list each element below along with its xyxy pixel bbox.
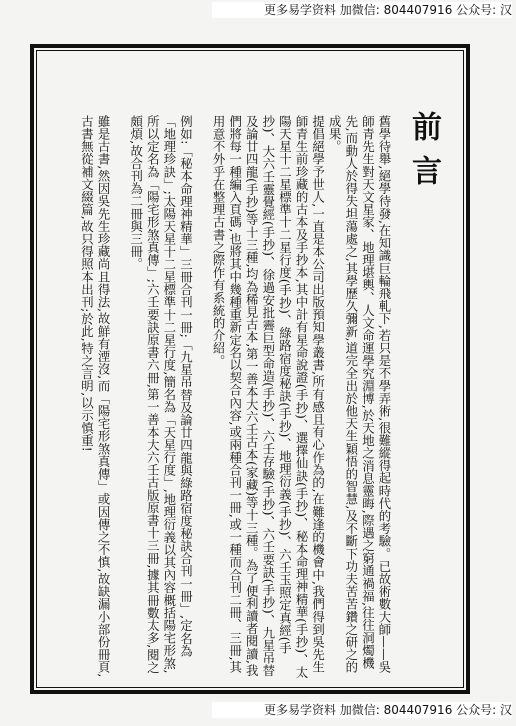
paragraph-1: 舊學待舉,絕學待發,在知識巨輪飛軋下,若只是不學弄術,很難縱得起時代的考驗。已故術數大師——吳師青先生對天文星家、地理堪輿、人文命運學究淵博,於天地之消息靈晦,際遇之窮通禍福,往往洞燭機先,而動人於得失坦蕩處之,其學歷久彌新,道完全出於他天生穎悟的智慧,及不斷下功夫苦苦鑽之研之的成果。 xyxy=(327,114,392,674)
paragraph-3: 例如:「秘本命理神精華」三冊合刊一冊;「九星吊替及論廿四龍與綠路宿度秘訣合刊一冊」,定名為「地理珍訣」;太陽天星十二星標準十二星行度,簡名為「天星行度」,地理衍義以其內容概括陽宅形煞,所以定名為「陽宅形煞真傳」;六壬要訣原書六冊,第一善本大六壬古版原書十三冊,據其冊數太多,閱之頗煩,故合刊為二冊與三冊。 xyxy=(128,114,194,674)
page-title: 前言 xyxy=(406,111,441,199)
paragraph-2: 提倡絕學予世人,一直是本公司出版預知學叢書,所有感且有心作為的,在難逢的機會中,我們得到吳先生師青生前珍藏的古本及手抄本,其中計有星命說證(手抄)、選擇仙訣(手抄)、秘本命理神精華(手抄)、太陽天星十二星標準十二星行度(手抄)、綠路宿度秘訣(手抄)、地理衍義(手抄)、六壬玉照定真經(手抄)、大六壬靈覺經(手抄)、徐過安批霽巨型命造(手抄)、六壬存驗(手抄)、六壬要訣(手抄)、九星吊替及論廿四龍(手抄)等十三種,均為稀見古本,第一善本大六壬古本(家藏)等十三種。為了便利讀者閱讀,我們將每一種編入頁碼,也將其中幾種重新定名以契合內容,或兩種合刊一冊,或一種而合刊二冊、三冊,其用意不外乎在整理古書之際作有系統的介紹。 xyxy=(211,114,326,679)
page-footer-watermark: 更多易学资料 加微信: 804407916 公众号: 汉 xyxy=(212,702,512,718)
page-header-watermark: 更多易学资料 加微信: 804407916 公众号: 汉 xyxy=(212,2,512,18)
paragraph-4: 雖是古書,然因吳先生珍藏尚且得法,故鮮有湮沒,而「陽宅形煞真傳」或因傳之不慎,故缺漏小部份冊頁,古書無從補文綴篇,故只得照本出刊;於此,特之言明,以示慎重! xyxy=(79,114,112,678)
preface-body xyxy=(46,90,392,680)
